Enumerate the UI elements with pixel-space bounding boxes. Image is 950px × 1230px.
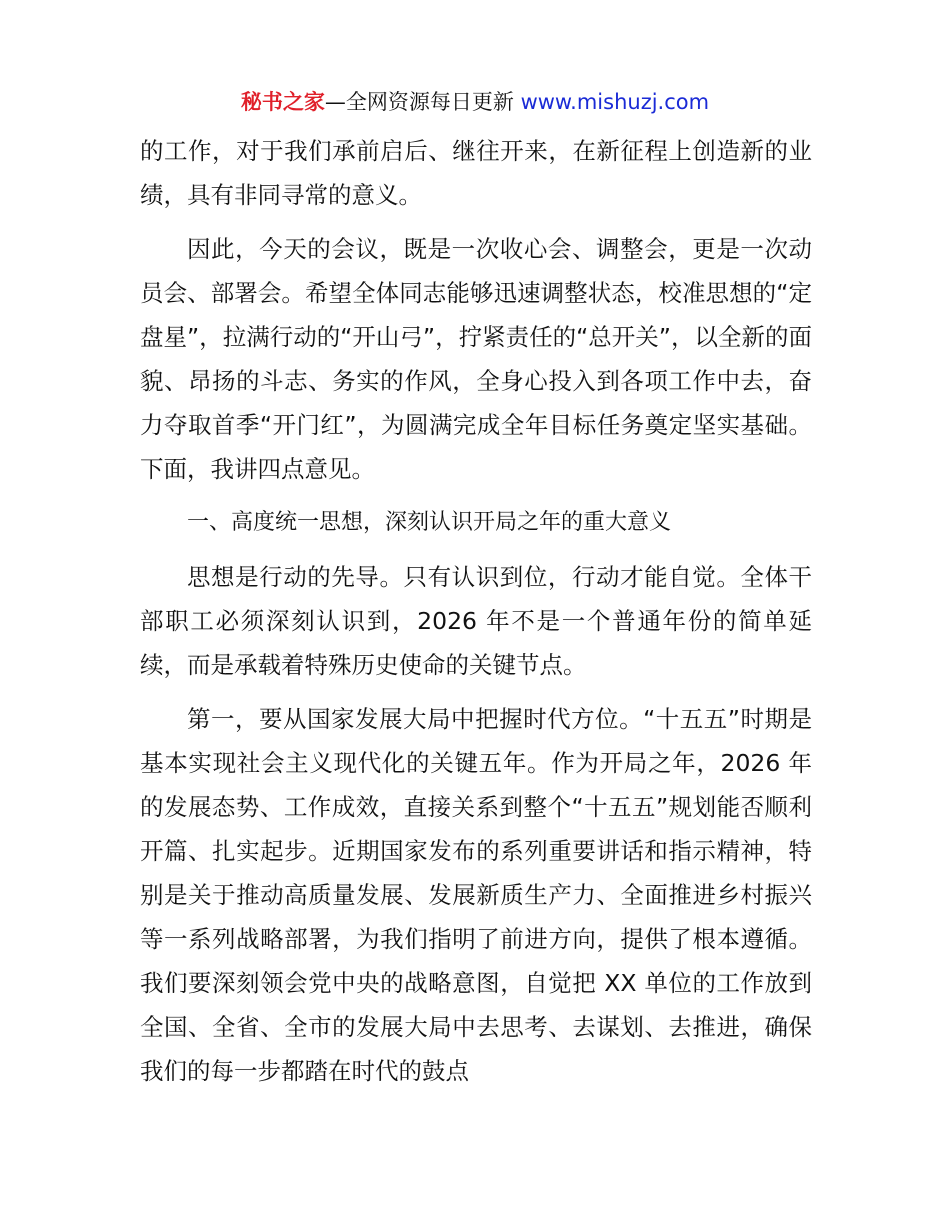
document-body (140, 129, 812, 1103)
site-header (0, 86, 950, 118)
paragraph-thought-guidance: 思想是行动的先导。只有认识到位，行动才能自觉。全体干部职工必须深刻认识到，2026 年不是一个普通年份的简单延续，而是承载着特殊历史使命的关键节点。 (140, 563, 812, 679)
site-url-link[interactable]: www.mishuzj.com (520, 90, 710, 114)
paragraph-first-point: 第一，要从国家发展大局中把握时代方位。“十五五”时期是基本实现社会主义现代化的关键五年。作为开局之年，2026 年的发展态势、工作成效，直接关系到整个“十五五”规划能否顺利开篇、扎实起步。近期国家发布的系列重要讲话和指示精神，特别是关于推动高质量发展、发展新质生产力、全面推进乡村振兴等一系列战略部署，为我们指明了前进方向，提供了根本遵循。我们要深刻领会党中央的战略意图，自觉把 XX 单位的工作放到全国、全省、全市的发展大局中去思考、去谋划、去推进，确保我们的每一步都踏在时代的鼓点 (140, 705, 812, 1085)
paragraph-continuation: 的工作，对于我们承前启后、继往开来，在新征程上创造新的业绩，具有非同寻常的意义。 (140, 137, 812, 209)
section-heading-1: 一、高度统一思想，深刻认识开局之年的重大意义 (187, 510, 672, 535)
brand-name: 秘书之家 (240, 90, 325, 114)
header-tagline: —全网资源每日更新 (324, 90, 514, 114)
paragraph-meeting-purpose: 因此，今天的会议，既是一次收心会、调整会，更是一次动员会、部署会。希望全体同志能够迅速调整状态，校准思想的“定盘星”，拉满行动的“开山弓”，拧紧责任的“总开关”，以全新的面貌、昂扬的斗志、务实的作风，全身心投入到各项工作中去，奋力夺取首季“开门红”，为圆满完成全年目标任务奠定坚实基础。下面，我讲四点意见。 (140, 235, 812, 483)
